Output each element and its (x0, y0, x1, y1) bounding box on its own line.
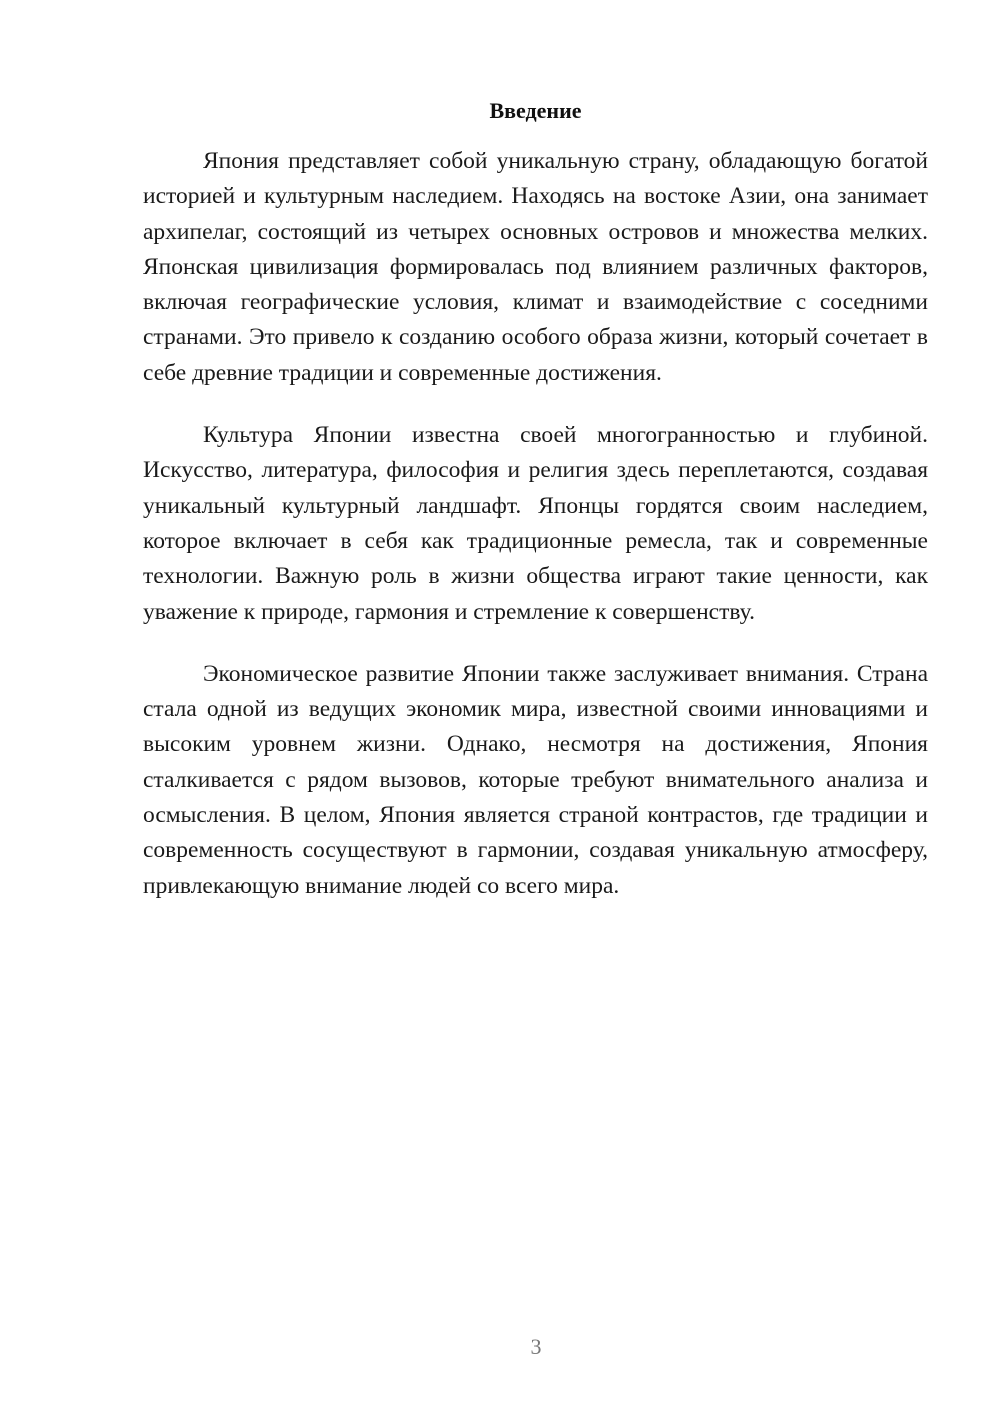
paragraph-1: Япония представляет собой уникальную страну, обладающую богатой историей и культурным наследием. Находясь на востоке Азии, она занимает архипелаг, состоящий из четырех основных островов и множества мелких. Японская цивилизация формировалась под влиянием различных факторов, включая географические условия, климат и взаимодействие с соседними странами. Это привело к созданию особого образа жизни, который сочетает в себе древние традиции и современные достижения. (143, 148, 928, 386)
section-title: Введение (489, 98, 582, 123)
page-number: 3 (530, 1334, 542, 1359)
paragraph-3: Экономическое развитие Японии также заслуживает внимания. Страна стала одной из ведущих экономик мира, известной своими инновациями и высоким уровнем жизни. Однако, несмотря на достижения, Япония сталкивается с рядом вызовов, которые требуют внимательного анализа и осмысления. В целом, Япония является страной контрастов, где традиции и современность сосуществуют в гармонии, создавая уникальную атмосферу, привлекающую внимание людей со всего мира. (143, 660, 928, 899)
paragraph-2: Культура Японии известна своей многогранностью и глубиной. Искусство, литература, философия и религия здесь переплетаются, создавая уникальный культурный ландшафт. Японцы гордятся своим наследием, которое включает в себя как традиционные ремесла, так и современные технологии. Важную роль в жизни общества играют такие ценности, как уважение к природе, гармония и стремление к совершенству. (143, 422, 928, 625)
body-text (143, 144, 928, 931)
